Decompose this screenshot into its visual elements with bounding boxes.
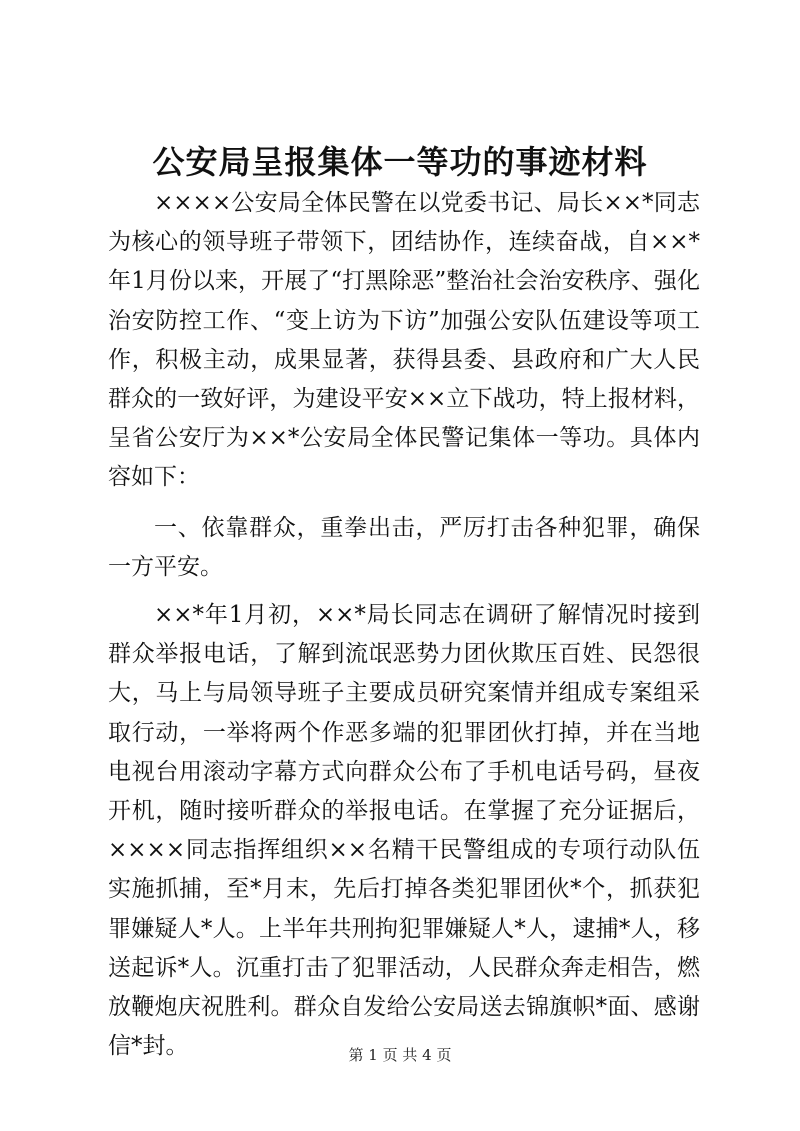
intro-paragraph: ××××公安局全体民警在以党委书记、局长××*同志为核心的领导班子带领下，团结协作，连续奋战，自××*年1月份以来，开展了“打黑除恶”整治社会治安秩序、强化治安防控工作、“变上访为下访”加强公安队伍建设等项工作，积极主动，成果显著，获得县委、县政府和广大人民群众的一致好评，为建设平安××立下战功，特上报材料，呈省公安厅为××*公安局全体民警记集体一等功。具体内容如下： bbox=[108, 190, 700, 491]
page-footer: 第 1 页 共 4 页 bbox=[348, 1046, 452, 1064]
document-title: 公安局呈报集体一等功的事迹材料 bbox=[152, 143, 648, 181]
document-body bbox=[108, 184, 700, 1066]
section-heading-paragraph: 一、依靠群众，重拳出击，严厉打击各种犯罪，确保一方平安。 bbox=[108, 514, 700, 580]
case-detail-paragraph: ××*年1月初，××*局长同志在调研了解情况时接到群众举报电话，了解到流氓恶势力团伙欺压百姓、民怨很大，马上与局领导班子主要成员研究案情并组成专案组采取行动，一举将两个作恶多端的犯罪团伙打掉，并在当地电视台用滚动字幕方式向群众公布了手机电话号码，昼夜开机，随时接听群众的举报电话。在掌握了充分证据后，××××同志指挥组织××名精干民警组成的专项行动队伍实施抓捕，至*月末，先后打掉各类犯罪团伙*个，抓获犯罪嫌疑人*人。上半年共刑拘犯罪嫌疑人*人，逮捕*人，移送起诉*人。沉重打击了犯罪活动，人民群众奔走相告，燃放鞭炮庆祝胜利。群众自发给公安局送去锦旗帜*面、感谢信*封。 bbox=[108, 602, 700, 1060]
